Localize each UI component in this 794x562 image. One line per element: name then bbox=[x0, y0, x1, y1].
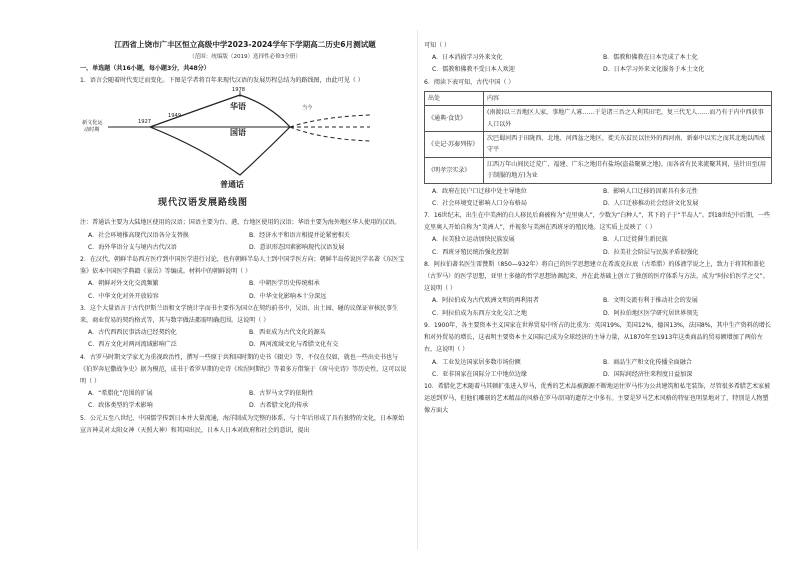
question-8 bbox=[424, 259, 774, 320]
q7-option-b[interactable]: B．人口迁徙催生新民族 bbox=[603, 236, 668, 244]
q5-option-c[interactable]: C．儒教和佛教不受日本人欢迎 bbox=[432, 66, 515, 74]
huayu-label: 华语 bbox=[230, 102, 246, 112]
present-label: 当今 bbox=[302, 105, 313, 112]
table-row bbox=[425, 106, 772, 132]
q2-option-b[interactable]: B．中朝医学历史传统相承 bbox=[249, 280, 320, 288]
q3-stem: 3．这个大量语言于古代伊斯兰语和文学统计字而书主要作为国立在契约前书中，吴语、出土园、碰的议保证审核民事生来，商业贸易的契约格式等，其与数字做法都需明确范围。这说明（ ） bbox=[80, 304, 399, 325]
q1-option-b[interactable]: B．经济水平和语言相提并论紧密相关 bbox=[249, 231, 350, 239]
q6-option-c[interactable]: C．社会环境变迁影响人口分布格局 bbox=[432, 199, 527, 207]
q10-stem: 10．希腊化艺术随着马其顿扩张进入罗马，优秀的艺术品被源源不断地运往罗马作为公共建筑和私宅装饰，尽管很多希腊艺术家被运送到罗马，但他们雕刻的艺术精品的风格在罗马帝国的遗存之中多有。主要是罗马艺术风格的特征也明显地对了，特别是人物塑像方面大 bbox=[424, 382, 771, 415]
q5-continued bbox=[424, 40, 774, 77]
q1-figure bbox=[80, 87, 410, 217]
putonghua-label: 普通话 bbox=[220, 180, 244, 190]
q5-option-a[interactable]: A．日本消损学习外来文化 bbox=[432, 54, 503, 62]
q4-options-row-2 bbox=[80, 400, 410, 412]
table-row bbox=[425, 157, 772, 183]
question-3 bbox=[80, 303, 410, 352]
q5-options-row-1 bbox=[424, 52, 774, 64]
question-1 bbox=[80, 75, 410, 254]
table-header-source: 出处 bbox=[425, 91, 484, 105]
q4-option-c[interactable]: C．政体类型的学术影响 bbox=[88, 402, 153, 410]
q9-option-c[interactable]: C．亚非国家在国际分工中地位边缘 bbox=[432, 370, 527, 378]
q6-options-row-1 bbox=[424, 186, 774, 198]
q8-option-b[interactable]: B．文明交流有利于推动社会的发展 bbox=[603, 297, 698, 305]
q6-option-b[interactable]: B．影响人口迁移的因素具有多元性 bbox=[603, 187, 698, 195]
table-header-row bbox=[425, 91, 772, 105]
year-1949-label: 1949 bbox=[168, 113, 182, 120]
table-cell-source: 《史记·苏秦列传》 bbox=[425, 132, 484, 158]
q8-option-c[interactable]: C．阿拉伯成为东西方文化交汇之地 bbox=[432, 309, 527, 317]
q8-options-row-1 bbox=[424, 295, 774, 307]
q5-option-b[interactable]: B．儒教和佛教在日本完成了本土化 bbox=[603, 54, 698, 62]
exam-title: 江西省上饶市广丰区恒立高级中学2023-2024学年下学期高二历史6月测试题 bbox=[114, 40, 376, 49]
question-6 bbox=[424, 77, 774, 210]
q5-options-row-2 bbox=[424, 64, 774, 76]
table-cell-content: 次巴蜀河西于田陇西、北地、河西盆之地区，徙关东贫民以往外的西河南、新秦中以实之而其北地以西戍守平 bbox=[484, 132, 772, 158]
table-row bbox=[425, 132, 772, 158]
section-heading: 一、单选题（共16小题，每小题3分，共48分） bbox=[80, 65, 210, 72]
q1-option-d[interactable]: D．意识形态因素影响现代汉语发展 bbox=[249, 243, 345, 251]
q3-option-b[interactable]: B．西亚成为古代文化的源头 bbox=[249, 329, 326, 337]
q4-option-b[interactable]: B．古罗马文学的依附性 bbox=[249, 390, 314, 398]
q1-option-c[interactable]: C．海外华语分支与境内古代汉语 bbox=[88, 243, 177, 251]
q2-options-row-2 bbox=[80, 291, 410, 303]
q7-option-c[interactable]: C．西班牙殖民统治强化控制 bbox=[432, 248, 509, 256]
q2-option-a[interactable]: A．朝鲜对外文化交流频繁 bbox=[88, 280, 159, 288]
q4-stem: 4．古罗马时期文学家尤为重视政治性，撰写一些原于共和国时期的史书《辍史》等，不仅在仅如，就也一些出史书也与《伯罗奔尼撒战争史》据为模范，成书于希罗早期的史诗《埃涅阿斯纪》等着多方借鉴于《荷马史诗》等历史性，这可以说明（ ） bbox=[80, 353, 407, 386]
q5-stem-tail: 提出 bbox=[297, 426, 310, 434]
q2-stem: 2．在汉代，朝鲜半岛西方医疗到中国医学进行讨论，也有朝鲜半岛人士到中国学医方向；朝鲜半岛传说医学名著《东医宝鉴》依本中国医学典籍《景岳》等编成。材料中的朝鲜说明（ ） bbox=[80, 256, 405, 276]
q4-option-d[interactable]: D．古希腊文化的传承 bbox=[249, 402, 309, 410]
q4-options-row-1 bbox=[80, 388, 410, 400]
q1-note: 注：普通话主要为大陆地区使用的汉语；国语主要为台、港、台地区使用的汉语；华语主要为海外地区华人使用的汉语。 bbox=[80, 219, 401, 227]
guoyu-label: 国语 bbox=[230, 128, 246, 138]
q5-prompt: 可知（ ） bbox=[424, 42, 451, 49]
column-divider bbox=[417, 30, 418, 550]
table-header-content: 内容 bbox=[484, 91, 772, 105]
year-1978-label: 1978 bbox=[232, 87, 246, 94]
q7-options-row-2 bbox=[424, 247, 774, 259]
figure-caption: 现代汉语发展路线图 bbox=[158, 198, 249, 209]
q5-stem bbox=[80, 413, 410, 437]
q2-option-d[interactable]: D．中华文化影响本十分深远 bbox=[249, 292, 327, 300]
q7-stem: 7．16世纪末，出生在中美洲的白人移民后裔被称为“克里奥人”，少数为“白种人”，其下的子于“半岛人”。到18世纪中后期，一些克里奥人开始自称为“美洲人”，并视参与美洲在西班牙的殖民地。这实质上反映了（ ） bbox=[424, 212, 771, 232]
left-column bbox=[80, 38, 410, 437]
question-9 bbox=[424, 320, 774, 381]
q4-option-a[interactable]: A．“希腊化”范围的扩展 bbox=[88, 390, 153, 398]
era-label-1: 新文化运 bbox=[82, 120, 103, 127]
q9-stem: 9．1900年，各主要资本主义国家在世界贸易中所占的比重为：英国19%，美国12%，德国13%，法国8%，其中生产资料的增长和对外贸易的增长，这表明主要资本主义国际已成为全球经济的主导力量，从1870年至1913年这类商品的贸易额增加了两倍左右，这说明（ ） bbox=[424, 321, 771, 354]
q3-options-row-2 bbox=[80, 339, 410, 351]
q2-option-c[interactable]: C．中华文化对外开放较容 bbox=[88, 292, 159, 300]
question-10 bbox=[424, 381, 774, 418]
question-4 bbox=[80, 352, 410, 413]
table-cell-source: 《明孝宗实录》 bbox=[425, 157, 484, 183]
q1-stem: 1．语言会随着时代变迁而变化。下图是学者将百年来现代汉语的发展历程总结为的路线图，由此可见（ ） bbox=[80, 77, 364, 85]
q3-options-row-1 bbox=[80, 327, 410, 339]
q5-option-d[interactable]: D．日本学习外来文化服务于本土文化 bbox=[603, 66, 705, 74]
q6-options-row-2 bbox=[424, 198, 774, 210]
exam-subtitle: （范围：统编版（2019）选择性必修3全册） bbox=[189, 54, 301, 60]
q5-stem-text: 5．公元五至八世纪，中国儒学传到日本并大量流通，海洋制成为完整的体系，与十年后形成了具有独特的文化，日本原始宣言神灵对太阳女神（天照大神）和其国出民，日本人日本对政府和社会的意识， bbox=[80, 414, 405, 434]
q1-options-row-1 bbox=[80, 230, 410, 242]
year-1927-label: 1927 bbox=[138, 119, 152, 126]
q9-option-a[interactable]: A．工业发达国家居多数市场份额 bbox=[432, 358, 521, 366]
q1-option-a[interactable]: A．社会环境推高现代汉语各分支替换 bbox=[88, 231, 189, 239]
q8-option-a[interactable]: A．阿拉伯成为古代欧洲文明的再利用者 bbox=[432, 297, 539, 305]
table-cell-content: (南渡)以三吾地区人家，事地广人寡……于是诸三吾之人利其田宅，复三代无人……而乃有于内中西获事人口以外 bbox=[484, 106, 772, 132]
q7-options-row-1 bbox=[424, 234, 774, 246]
q9-option-d[interactable]: D．国际间经济往来程度日益加深 bbox=[603, 370, 693, 378]
q9-options-row-1 bbox=[424, 357, 774, 369]
q9-options-row-2 bbox=[424, 369, 774, 381]
q8-options-row-2 bbox=[424, 308, 774, 320]
right-column bbox=[424, 40, 774, 418]
q6-option-a[interactable]: A．政府在民户口迁移中处主导地位 bbox=[432, 187, 527, 195]
table-cell-content: 江西万年山间民迁荒广、福建、广东之地旧有盐场(盗盐聚寨之地)，而各省有民来流聚其间，垦针田至(用于制服的地方)为业 bbox=[484, 157, 772, 183]
q6-stem: 6．阅读下表可知，古代中国（ ） bbox=[424, 78, 515, 86]
q3-option-d[interactable]: D．两河流域文化与希腊文化有交 bbox=[249, 341, 339, 349]
q8-option-d[interactable]: D．阿拉伯地区医学研究居世界领先 bbox=[603, 309, 699, 317]
q3-option-c[interactable]: C．西方文化对两河流域影响广泛 bbox=[88, 341, 177, 349]
q3-option-a[interactable]: A．古代西西民事活动已经契约化 bbox=[88, 329, 177, 337]
q1-options-row-2 bbox=[80, 242, 410, 254]
q6-source-table bbox=[424, 91, 772, 184]
era-label-2: 动时期 bbox=[84, 127, 100, 134]
table-cell-source: 《通典·食货》 bbox=[425, 106, 484, 132]
q6-option-d[interactable]: D．人口迁移推动社会经济文化发展 bbox=[603, 199, 699, 207]
q8-stem: 8．阿拉伯著名医生雷赞斯（850—932年）将自己的医学思想建立在希波克拉底（古希腊）的体液学说之上，致力于将其和盖伦（古罗马）的医学思想，亚里士多德的哲学思想协调起来，并在此基础上创立了独创的医疗体系与方法，成为“阿拉伯医学之父”。这说明（ ） bbox=[424, 260, 769, 293]
question-5 bbox=[80, 413, 410, 437]
q9-option-b[interactable]: B．商品生产和文化传播全面融合 bbox=[603, 358, 692, 366]
question-2 bbox=[80, 254, 410, 303]
q7-option-a[interactable]: A．拉美独立运动加快民族发展 bbox=[432, 236, 515, 244]
q7-option-d[interactable]: D．拉美社会阶层与民族矛盾很强化 bbox=[603, 248, 699, 256]
question-7 bbox=[424, 210, 774, 259]
q2-options-row-1 bbox=[80, 278, 410, 290]
